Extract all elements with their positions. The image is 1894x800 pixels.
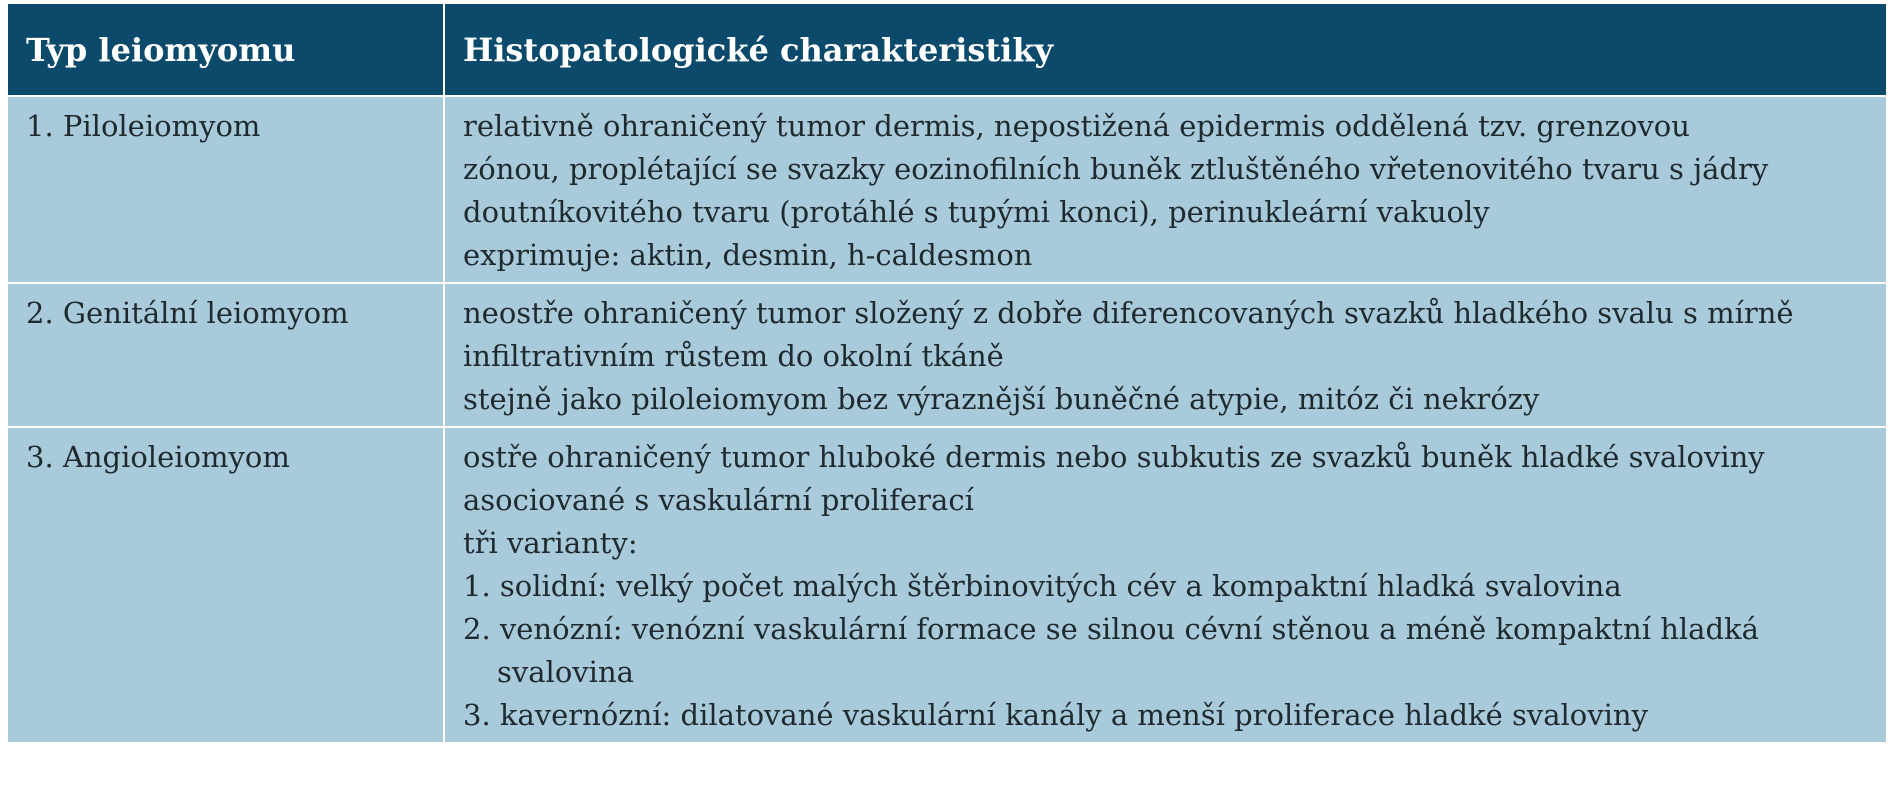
description-line: neostře ohraničený tumor složený z dobře diferencovaných svazků hladkého svalu s mírně xyxy=(463,296,1794,330)
row-description xyxy=(444,427,1886,742)
row-description xyxy=(444,96,1886,283)
table-row xyxy=(8,283,1886,427)
description-line: 2. venózní: venózní vaskulární formace se silnou cévní stěnou a méně kompaktní hladká xyxy=(463,612,1759,646)
row-type: 1. Piloleiomyom xyxy=(8,96,444,283)
description-line: doutníkovitého tvaru (protáhlé s tupými konci), perinukleární vakuoly xyxy=(463,195,1490,229)
description-line: tři varianty: xyxy=(463,526,638,560)
header-characteristics: Histopatologické charakteristiky xyxy=(444,4,1886,96)
description-line: asociované s vaskulární proliferací xyxy=(463,483,974,517)
table-header-row xyxy=(8,4,1886,96)
description-line: stejně jako piloleiomyom bez výraznější buněčné atypie, mitóz či nekrózy xyxy=(463,382,1540,416)
description-line-continued: svalovina xyxy=(497,655,634,689)
row-type: 2. Genitální leiomyom xyxy=(8,283,444,427)
row-type: 3. Angioleiomyom xyxy=(8,427,444,742)
leiomyoma-table xyxy=(8,4,1886,742)
description-line: ostře ohraničený tumor hluboké dermis nebo subkutis ze svazků buněk hladké svaloviny xyxy=(463,440,1765,474)
table-row xyxy=(8,427,1886,742)
row-description xyxy=(444,283,1886,427)
description-line: zónou, proplétající se svazky eozinofilních buněk ztluštěného vřetenovitého tvaru s jádry xyxy=(463,152,1769,186)
description-line: 3. kavernózní: dilatované vaskulární kanály a menší proliferace hladké svaloviny xyxy=(463,698,1648,732)
description-line: exprimuje: aktin, desmin, h-caldesmon xyxy=(463,238,1033,272)
description-line: infiltrativním růstem do okolní tkáně xyxy=(463,339,1004,373)
description-line: 1. solidní: velký počet malých štěrbinovitých cév a kompaktní hladká svalovina xyxy=(463,569,1622,603)
table-row xyxy=(8,96,1886,283)
description-line: relativně ohraničený tumor dermis, nepostižená epidermis oddělená tzv. grenzovou xyxy=(463,109,1690,143)
header-type: Typ leiomyomu xyxy=(8,4,444,96)
